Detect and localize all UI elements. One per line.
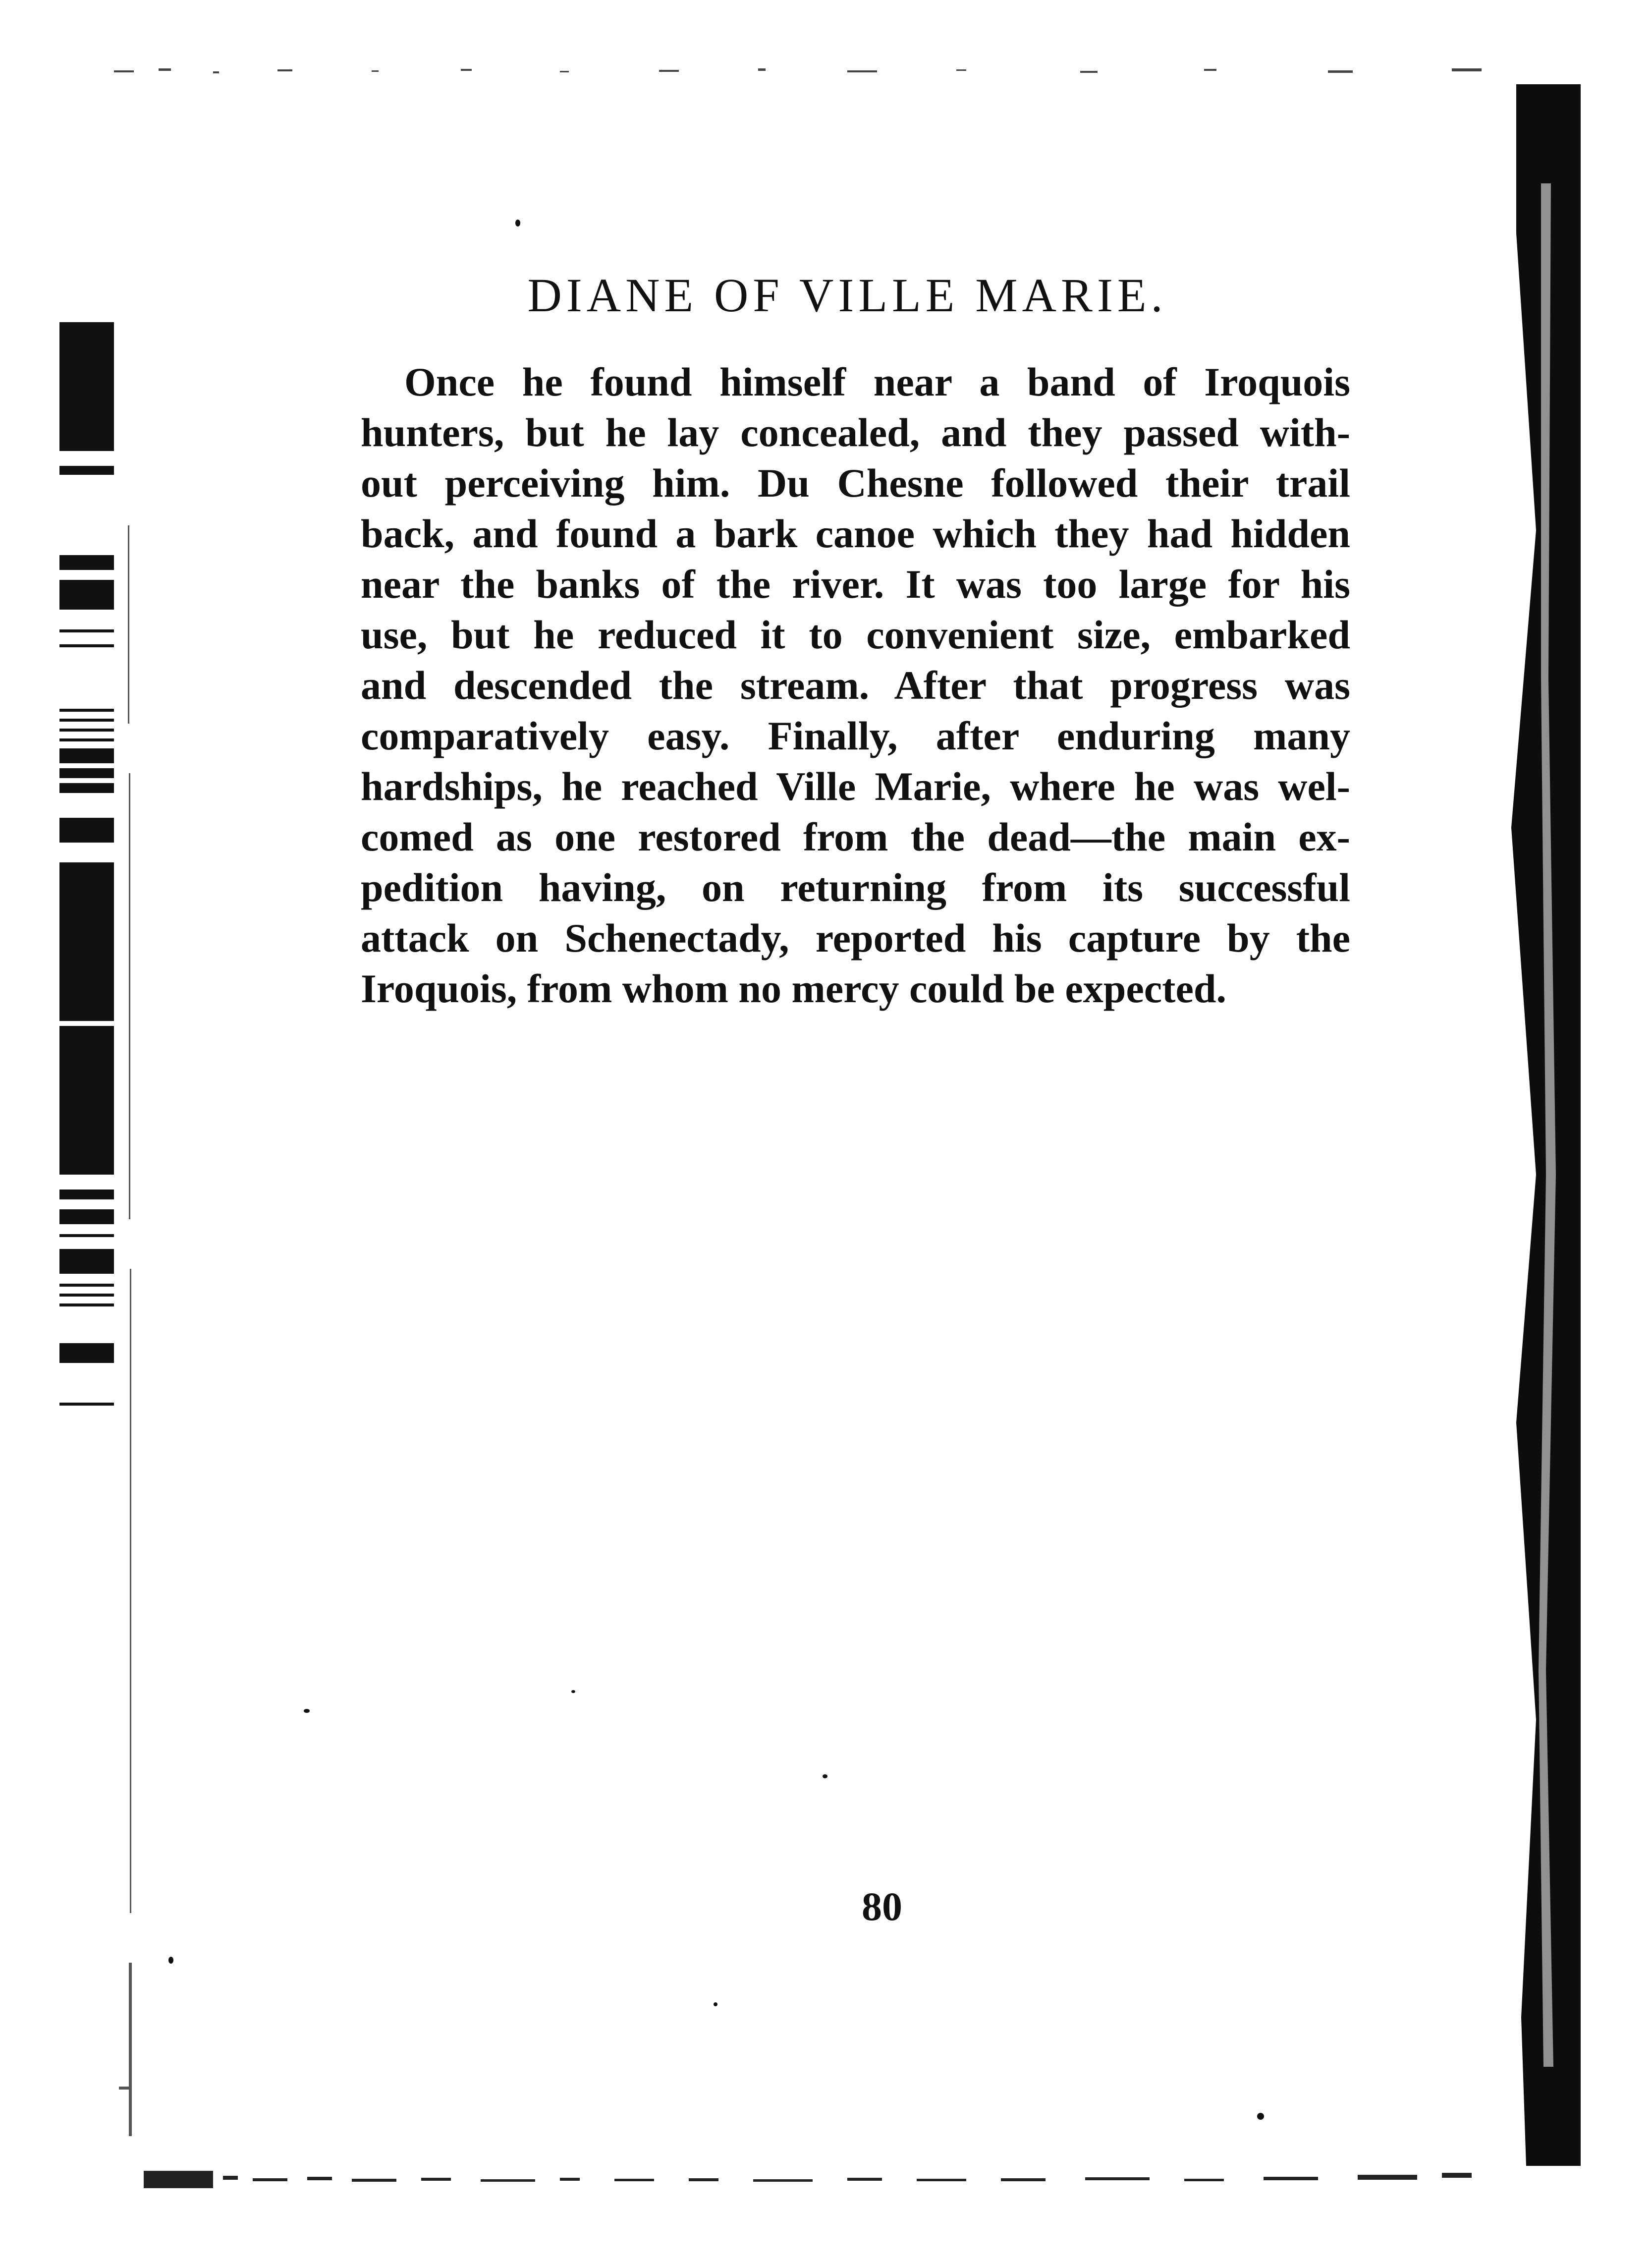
text-line: near the banks of the river. It was too large for his <box>361 562 1350 607</box>
scan-speck <box>515 220 520 226</box>
scan-speck <box>714 2002 717 2006</box>
text-line: use, but he reduced it to convenient size, embarked <box>361 612 1350 657</box>
text-line: out perceiving him. Du Chesne followed their trail <box>361 460 1350 506</box>
scan-bottom-edge <box>144 2166 1531 2191</box>
text-line: hardships, he reached Ville Marie, where he was wel- <box>361 764 1350 809</box>
scan-speck <box>823 1774 827 1778</box>
body-paragraph <box>361 357 1350 1014</box>
text-line: comed as one restored from the dead—the main ex- <box>361 814 1350 859</box>
scan-speck <box>1257 2113 1264 2120</box>
text-line: hunters, but he lay concealed, and they passed with- <box>361 410 1350 455</box>
scan-binding-shadow <box>1506 84 1581 2166</box>
scan-barcode-strip <box>59 322 124 1427</box>
text-line: attack on Schenectady, reported his capture by the <box>361 915 1350 961</box>
scan-speck <box>168 1957 173 1964</box>
text-line: back, and found a bark canoe which they had hidden <box>361 511 1350 556</box>
page-number: 80 <box>862 1884 902 1929</box>
text-line: Once he found himself near a band of Iroquois <box>404 359 1350 404</box>
running-head: DIANE OF VILLE MARIE. <box>527 269 1167 322</box>
scan-top-edge <box>114 64 1511 79</box>
text-line: pedition having, on returning from its successful <box>361 865 1350 910</box>
scan-speck <box>571 1690 575 1693</box>
scan-speck <box>304 1709 310 1713</box>
text-line: Iroquois, from whom no mercy could be expected. <box>361 966 1226 1011</box>
text-line: comparatively easy. Finally, after enduring many <box>361 713 1350 758</box>
text-line: and descended the stream. After that progress was <box>361 663 1350 708</box>
